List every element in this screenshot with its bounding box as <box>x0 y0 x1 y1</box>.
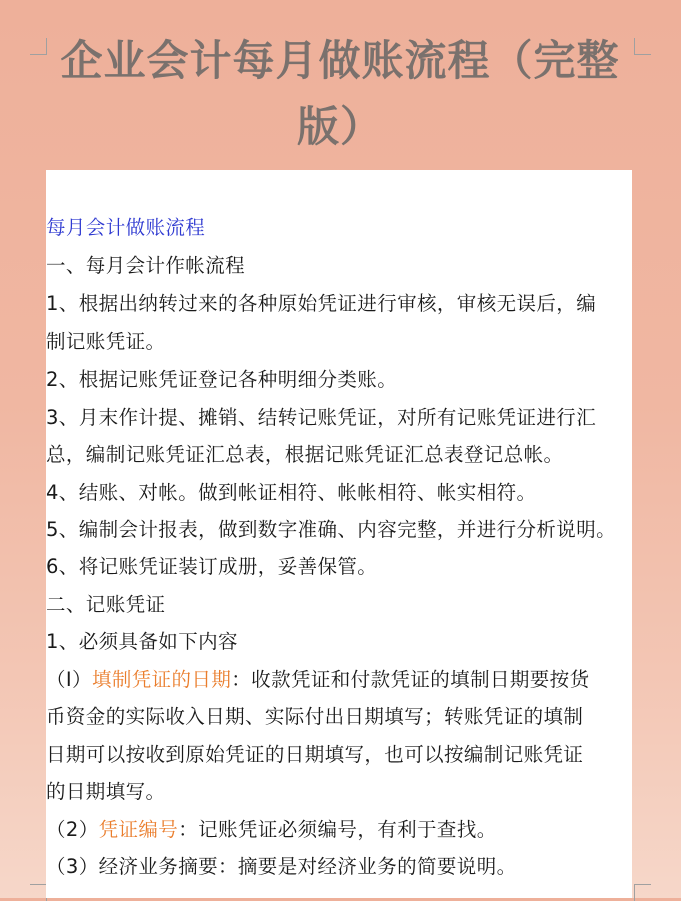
page-title <box>40 28 640 160</box>
list-item-3-line-1: 3、月末作计提、摊销、结转记账凭证，对所有记账凭证进行汇 <box>46 406 597 429</box>
list-item-5: 5、编制会计报表，做到数字准确、内容完整，并进行分析说明。 <box>46 518 617 541</box>
section-heading-1: 一、每月会计作帐流程 <box>46 254 246 277</box>
paragraph-1-line-2: 币资金的实际收入日期、实际付出日期填写；转账凭证的填制 <box>46 705 584 728</box>
paragraph-2-prefix: （2） <box>46 818 99 841</box>
paragraph-3: （3）经济业务摘要：摘要是对经济业务的简要说明。 <box>46 855 517 878</box>
paragraph-2-highlight: 凭证编号 <box>98 818 179 841</box>
paragraph-1-prefix: （I） <box>46 668 92 691</box>
list-item-6: 6、将记账凭证装订成册，妥善保管。 <box>46 555 378 578</box>
list-item-4: 4、结账、对帐。做到帐证相符、帐帐相符、帐实相符。 <box>46 481 537 504</box>
corner-mark-bottom-right <box>634 884 651 901</box>
paragraph-1-rest: ：收款凭证和付款凭证的填制日期要按货 <box>231 668 590 691</box>
paragraph-2 <box>46 814 497 842</box>
sub-heading-1: 1、必须具备如下内容 <box>46 630 238 653</box>
page-title-line-1: 企业会计每月做账流程（完整 <box>60 36 620 85</box>
section-heading-2: 二、记账凭证 <box>46 593 166 616</box>
document-sheet <box>46 170 632 898</box>
page-title-line-2: 版） <box>296 102 383 151</box>
list-item-1-line-1: 1、根据出纳转过来的各种原始凭证进行审核，审核无误后，编 <box>46 292 597 315</box>
corner-mark-bottom-left <box>30 884 47 901</box>
list-item-1-line-2: 制记账凭证。 <box>46 330 166 353</box>
paragraph-1-line-1 <box>46 664 589 692</box>
document-heading: 每月会计做账流程 <box>46 216 206 239</box>
list-item-2: 2、根据记账凭证登记各种明细分类账。 <box>46 368 398 391</box>
paragraph-1-line-3: 日期可以按收到原始凭证的日期填写，也可以按编制记账凭证 <box>46 743 584 766</box>
paragraph-1-line-4: 的日期填写。 <box>46 780 166 803</box>
paragraph-1-highlight: 填制凭证的日期 <box>91 668 232 691</box>
paragraph-2-rest: ：记账凭证必须编号，有利于查找。 <box>178 818 497 841</box>
list-item-3-line-2: 总，编制记账凭证汇总表，根据记账凭证汇总表登记总帐。 <box>46 443 564 466</box>
